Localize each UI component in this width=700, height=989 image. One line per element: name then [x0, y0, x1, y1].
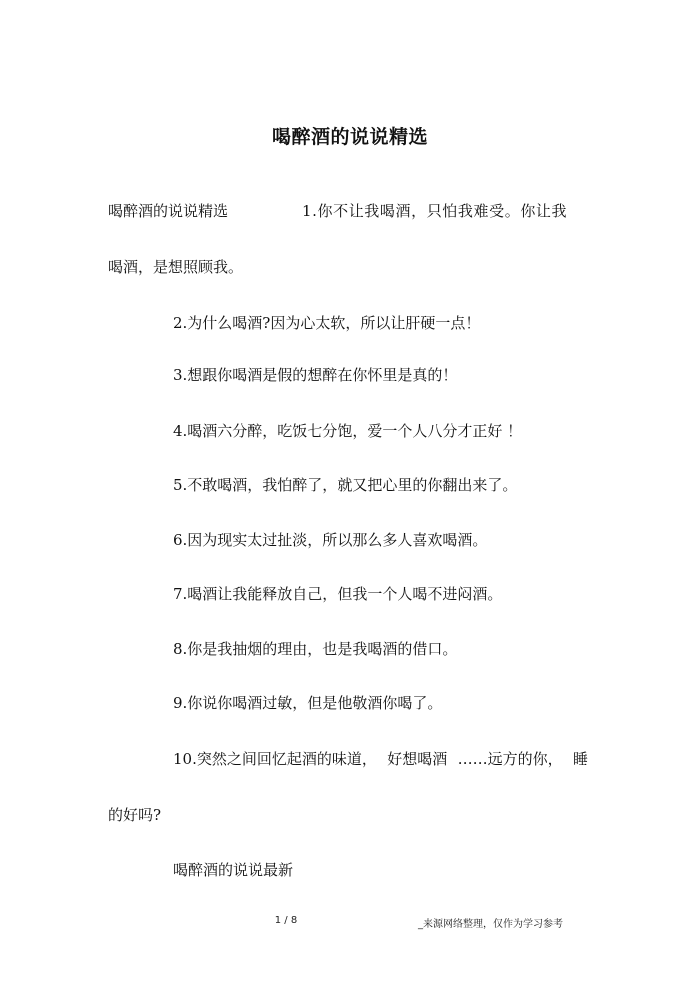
item-10-segment-2: 好想喝酒	[387, 750, 448, 768]
document-title: 喝醉酒的说说精选	[271, 126, 428, 148]
item-2: 2.为什么喝酒?因为心太软，所以让肝硬一点！	[173, 314, 481, 332]
item-3: 3.想跟你喝酒是假的想醉在你怀里是真的！	[173, 366, 458, 384]
item-10-line-1	[173, 749, 588, 769]
item-10-line-2: 的好吗?	[108, 806, 162, 824]
section-heading: 喝醉酒的说说最新	[173, 861, 294, 879]
item-7: 7.喝酒让我能释放自己，但我一个人喝不进闷酒。	[173, 585, 503, 603]
source-note: _来源网络整理，仅作为学习参考	[418, 919, 563, 930]
item-10-segment-4: 睡	[572, 750, 588, 768]
item-9: 9.你说你喝酒过敏，但是他敬酒你喝了。	[173, 694, 443, 712]
intro-label: 喝醉酒的说说精选	[108, 202, 229, 220]
page-number: 1 / 8	[274, 915, 298, 926]
item-8: 8.你是我抽烟的理由，也是我喝酒的借口。	[173, 640, 458, 658]
item-10-segment-1: 10.突然之间回忆起酒的味道，	[173, 750, 377, 768]
item-4: 4.喝酒六分醉，吃饭七分饱，爱一个人八分才正好 ！	[173, 422, 523, 440]
item-5: 5.不敢喝酒，我怕醉了，就又把心里的你翻出来了。	[173, 476, 518, 494]
item-1-line-1: 1.你不让我喝酒，只怕我难受。你让我	[302, 202, 568, 220]
item-1-line-2: 喝酒，是想照顾我。	[108, 258, 244, 276]
item-10-segment-3: ……远方的你，	[457, 750, 563, 768]
item-6: 6.因为现实太过扯淡，所以那么多人喜欢喝酒。	[173, 531, 488, 549]
